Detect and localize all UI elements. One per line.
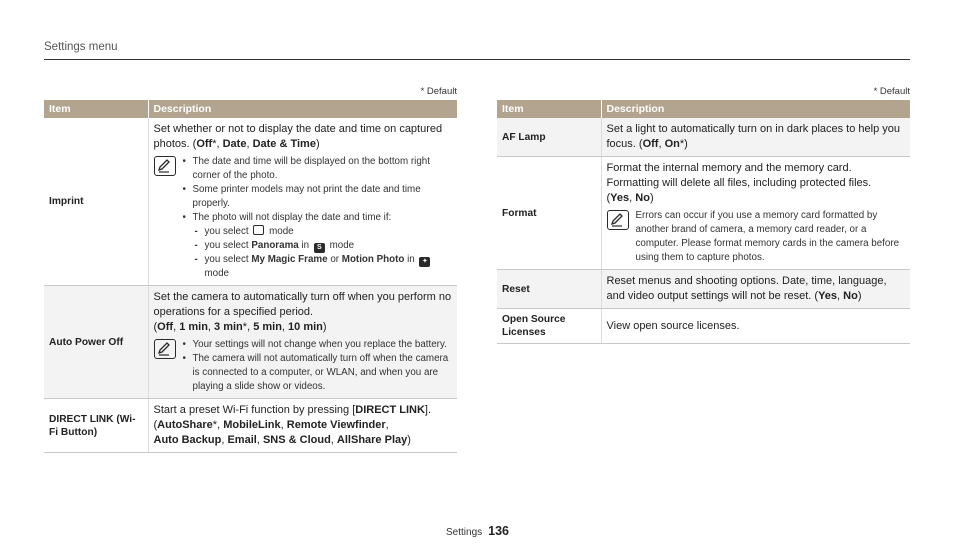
default-note-right: * Default	[873, 86, 910, 97]
format-note-text: Errors can occur if you use a memory card formatted by another brand of camera, a memory card reader, or a computer. Please format memory cards in the camera before using them to capture photos.	[635, 210, 900, 263]
item-format: Format	[497, 157, 601, 270]
list-item: • The photo will not display the date and time if: - you select mode - you select Panorama in S mode - you select My Magic Frame or Motion Photo in ✦ mode	[183, 211, 453, 281]
column-header-item: Item	[497, 100, 601, 118]
column-header-item: Item	[44, 100, 148, 118]
item-af-lamp: AF Lamp	[497, 118, 601, 157]
table-row-auto-power-off	[44, 286, 457, 399]
list-item: • Your settings will not change when you replace the battery.	[183, 338, 453, 352]
table-row-imprint	[44, 118, 457, 286]
table-row-format	[497, 157, 910, 270]
auto-power-off-description-text: Set the camera to automatically turn off when you perform no operations for a specified period. (Off, 1 min, 3 min*, 5 min, 10 min)	[153, 291, 452, 333]
item-reset: Reset	[497, 270, 601, 309]
format-description-text: Format the internal memory and the memory card. Formatting will delete all files, including protected files. (Yes, No)	[606, 162, 872, 204]
description-auto-power-off	[148, 286, 457, 399]
magic-plus-mode-icon: ✦	[419, 257, 430, 267]
section-title: Settings menu	[44, 41, 118, 53]
description-imprint	[148, 118, 457, 286]
table-header-row	[44, 100, 457, 118]
item-auto-power-off: Auto Power Off	[44, 286, 148, 399]
list-item: • Some printer models may not print the date and time properly.	[183, 183, 453, 211]
column-header-description: Description	[148, 100, 457, 118]
default-note-left: * Default	[420, 86, 457, 97]
smart-auto-mode-icon	[253, 225, 264, 235]
table-row-open-source-licenses	[497, 309, 910, 344]
settings-table-right	[497, 100, 910, 344]
footer-section-label: Settings	[446, 527, 483, 538]
item-imprint: Imprint	[44, 118, 148, 286]
list-item: - you select Panorama in S mode	[193, 239, 453, 253]
imprint-description-text: Set whether or not to display the date and time on captured photos. (Off*, Date, Date & Time)	[153, 123, 443, 150]
imprint-note	[154, 155, 453, 281]
auto-power-off-note	[154, 338, 453, 394]
direct-link-description-text: Start a preset Wi-Fi function by pressing [DIRECT LINK]. (AutoShare*, MobileLink, Remote Viewfinder, Auto Backup, Email, SNS & Cloud, AllShare Play)	[153, 404, 432, 446]
list-item: • The camera will not automatically turn off when the camera is connected to a computer, or WLAN, and when you are playing a slide show or videos.	[183, 352, 453, 394]
item-open-source-licenses: Open Source Licenses	[497, 309, 601, 344]
table-header-row	[497, 100, 910, 118]
page-number: 136	[488, 524, 509, 538]
description-format	[601, 157, 910, 270]
header-divider	[44, 59, 910, 60]
list-item: - you select mode	[193, 225, 453, 239]
column-header-description: Description	[601, 100, 910, 118]
item-direct-link: DIRECT LINK (Wi-Fi Button)	[44, 399, 148, 453]
settings-table-left	[44, 100, 457, 453]
table-row-direct-link	[44, 399, 457, 453]
list-item: • The date and time will be displayed on the bottom right corner of the photo.	[183, 155, 453, 183]
table-row-af-lamp	[497, 118, 910, 157]
description-open-source-licenses: View open source licenses.	[601, 309, 910, 344]
note-pencil-icon	[607, 210, 629, 230]
description-af-lamp: Set a light to automatically turn on in dark places to help you focus. (Off, On*)	[601, 118, 910, 157]
list-item: - you select My Magic Frame or Motion Photo in ✦ mode	[193, 253, 453, 281]
table-row-reset	[497, 270, 910, 309]
page-footer	[446, 524, 509, 538]
note-pencil-icon	[154, 339, 176, 359]
description-reset: Reset menus and shooting options. Date, time, language, and video output settings will not be reset. (Yes, No)	[601, 270, 910, 309]
note-pencil-icon	[154, 156, 176, 176]
description-direct-link	[148, 399, 457, 453]
scene-s-mode-icon: S	[314, 243, 325, 253]
format-note	[607, 209, 906, 265]
